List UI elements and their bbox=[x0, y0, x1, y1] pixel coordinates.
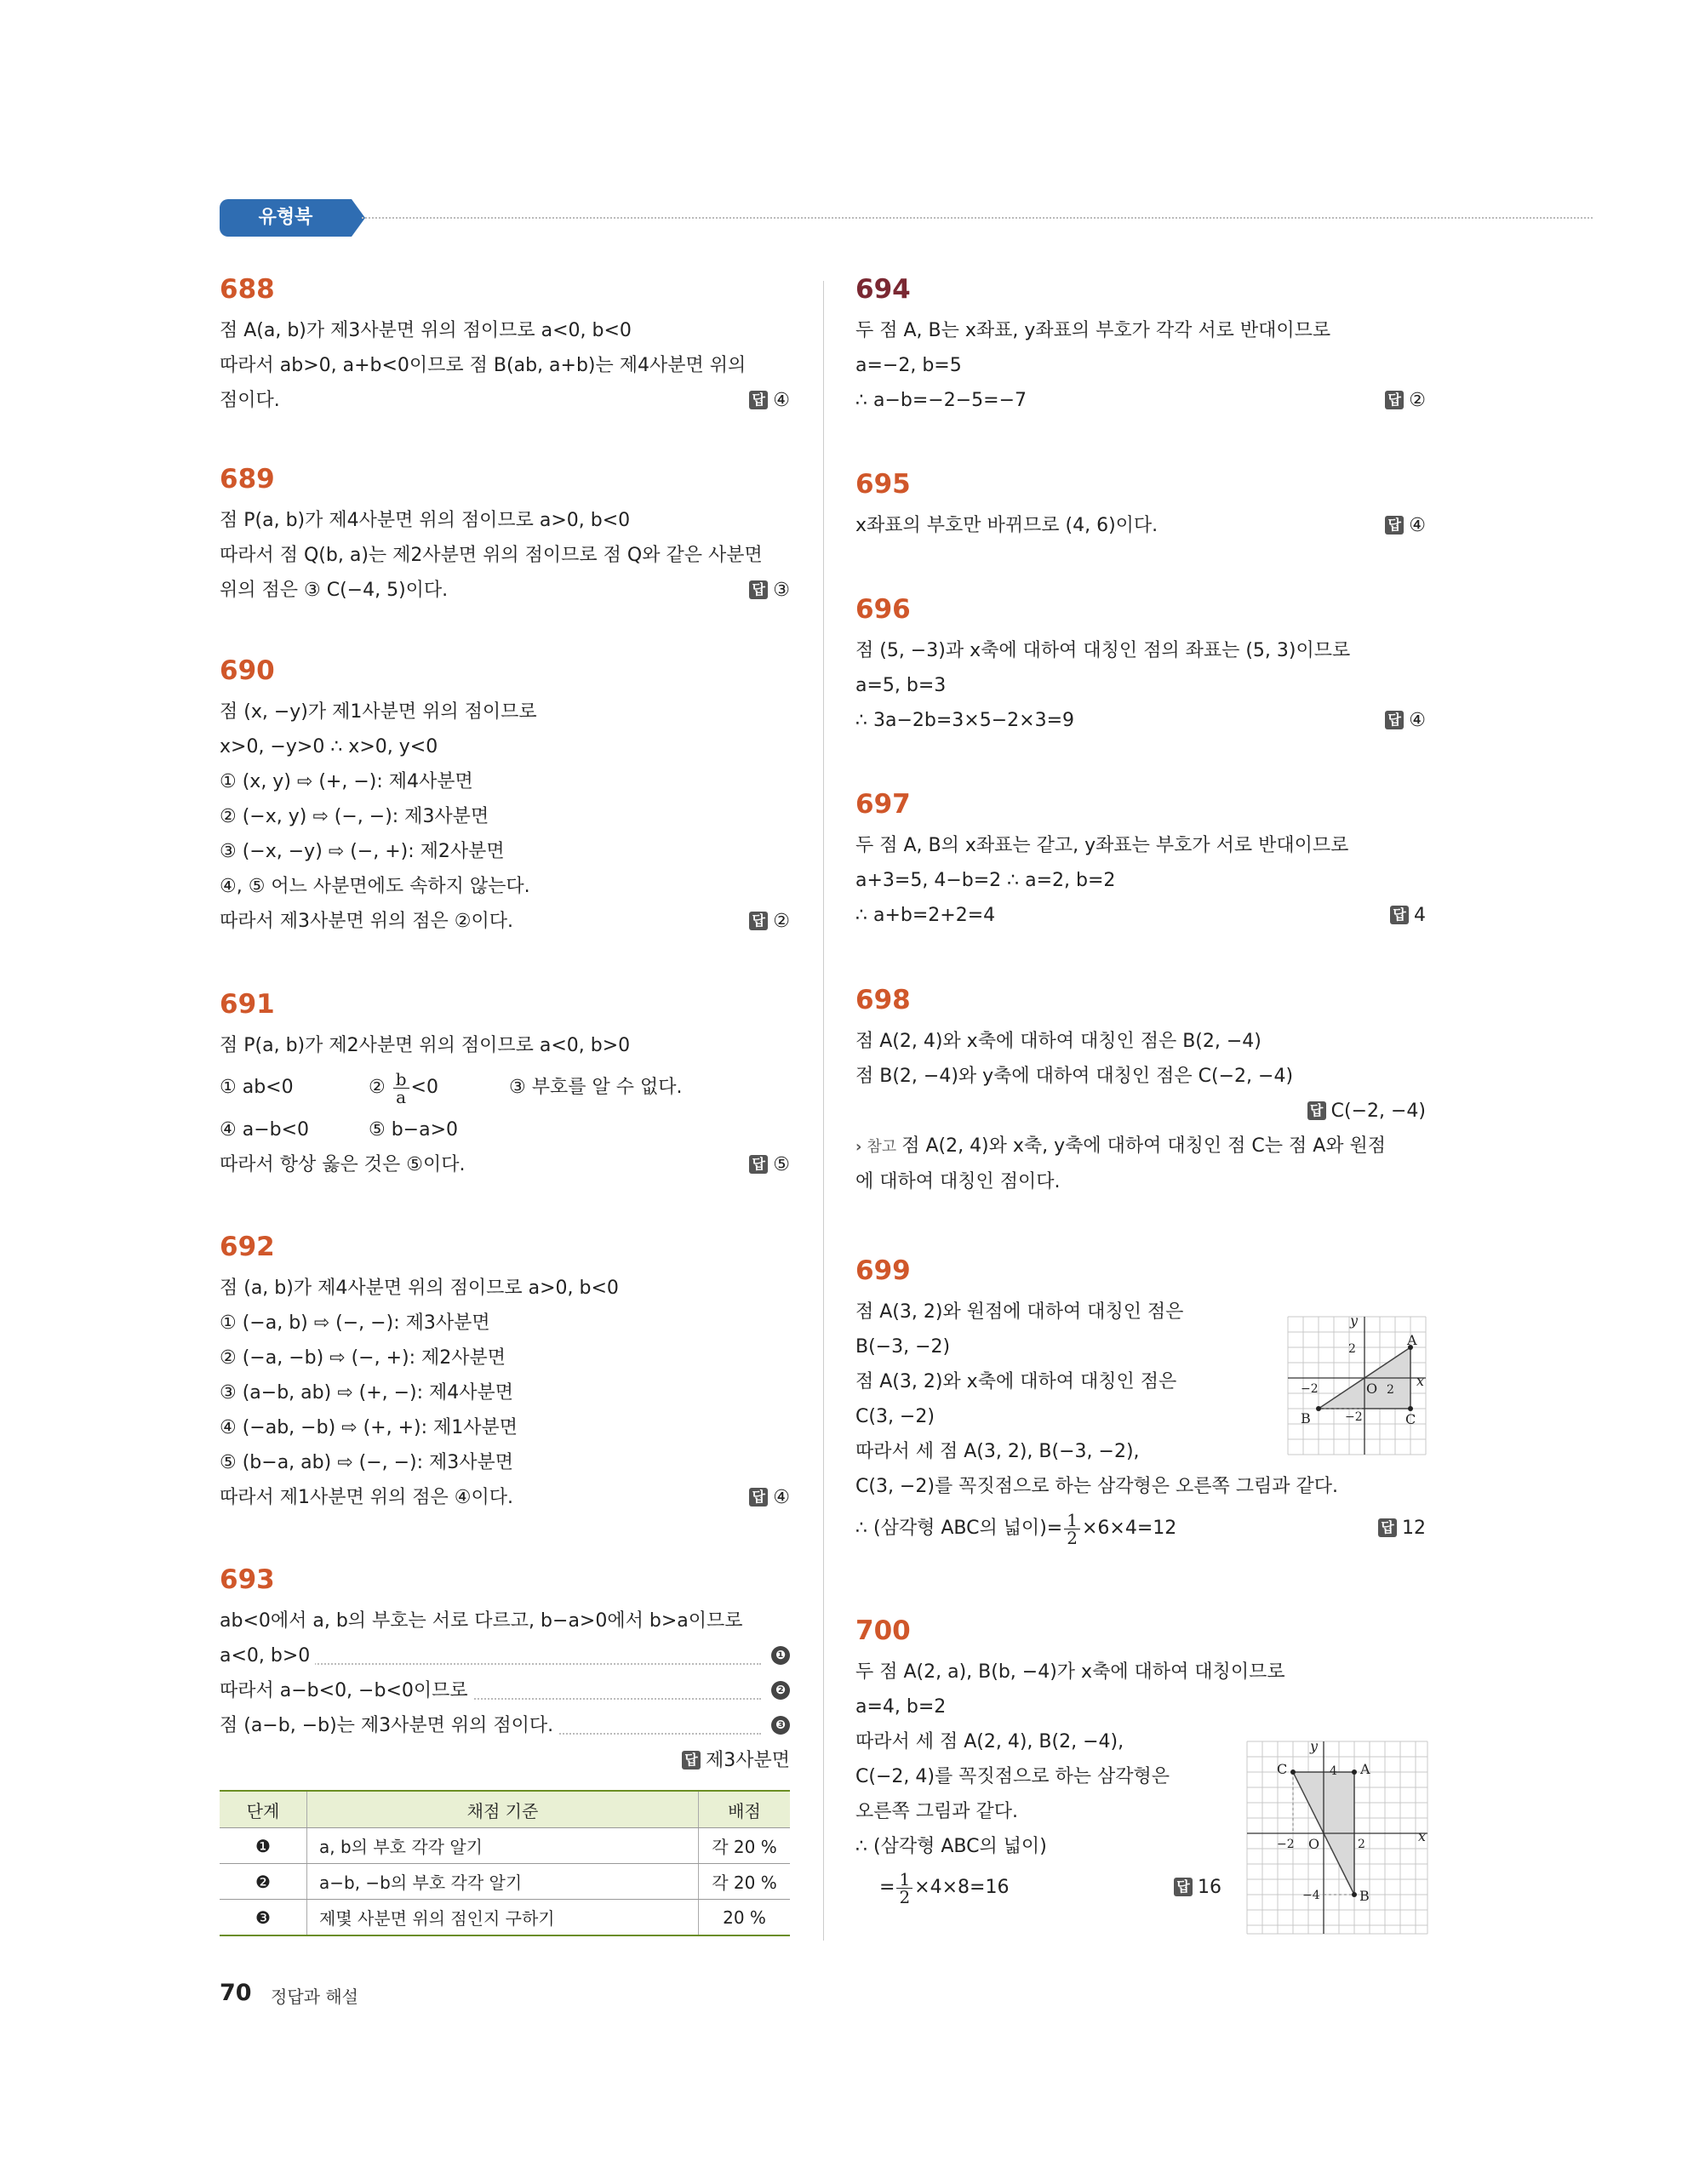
line-text: 따라서 제3사분면 위의 점은 ②이다. bbox=[220, 911, 513, 932]
problem-693 bbox=[220, 1564, 790, 1936]
answer-badge: 답 bbox=[1174, 1878, 1193, 1896]
line: C(3, −2)를 꼭짓점으로 하는 삼각형은 오른쪽 그림과 같다. bbox=[855, 1476, 1338, 1497]
line bbox=[220, 904, 790, 939]
problem-number: 700 bbox=[855, 1615, 911, 1646]
label-origin: O bbox=[1366, 1381, 1378, 1397]
table-header: 단계 bbox=[220, 1791, 307, 1828]
option-5: ⑤ b−a>0 bbox=[369, 1119, 459, 1141]
line: C(3, −2) bbox=[855, 1406, 935, 1427]
table-cell: 각 20 % bbox=[699, 1864, 791, 1900]
line: 따라서 세 점 A(3, 2), B(−3, −2), bbox=[855, 1441, 1140, 1462]
problem-689 bbox=[220, 464, 790, 608]
option-3: ③ 부호를 알 수 없다. bbox=[509, 1077, 683, 1098]
fraction bbox=[393, 1068, 409, 1107]
line-text: 따라서 제1사분면 위의 점은 ④이다. bbox=[220, 1487, 513, 1508]
problem-number: 699 bbox=[855, 1255, 911, 1286]
line: ① (x, y) ⇨ (+, −): 제4사분면 bbox=[220, 771, 473, 792]
tick-label: −2 bbox=[1277, 1838, 1295, 1851]
coordinate-figure-699 bbox=[1284, 1312, 1430, 1459]
tick-label: −2 bbox=[1301, 1382, 1319, 1396]
option-2-mark: ② bbox=[369, 1077, 386, 1098]
tick-label: 2 bbox=[1348, 1342, 1356, 1356]
step-marker: ❶ bbox=[771, 1646, 790, 1665]
line: 점 A(3, 2)와 원점에 대하여 대칭인 점은 bbox=[855, 1301, 1184, 1323]
line: 점 B(2, −4)와 y축에 대하여 대칭인 점은 C(−2, −4) bbox=[855, 1066, 1294, 1087]
line-text: 점 (a−b, −b)는 제3사분면 위의 점이다. bbox=[220, 1715, 558, 1736]
tick-label: 2 bbox=[1358, 1838, 1365, 1851]
line bbox=[220, 1147, 790, 1182]
problem-number: 692 bbox=[220, 1232, 275, 1262]
chevron-right-icon: › bbox=[855, 1138, 862, 1156]
section-tab: 유형북 bbox=[220, 199, 352, 237]
fraction-denominator: 2 bbox=[899, 1886, 911, 1907]
table-cell: a−b, −b의 부호 각각 알기 bbox=[307, 1864, 699, 1900]
line-text: ∴ (삼각형 ABC의 넓이)= bbox=[855, 1518, 1063, 1539]
problem-number: 694 bbox=[855, 274, 911, 305]
answer-badge: 답 bbox=[749, 580, 768, 599]
header-divider bbox=[362, 217, 1593, 219]
line: 오른쪽 그림과 같다. bbox=[855, 1801, 1018, 1822]
fraction bbox=[1064, 1509, 1080, 1548]
answer-value: ④ bbox=[773, 1487, 790, 1508]
line: ② (−a, −b) ⇨ (−, +): 제2사분면 bbox=[220, 1347, 506, 1369]
line: 따라서 ab>0, a+b<0이므로 점 B(ab, a+b)는 제4사분면 위의 bbox=[220, 355, 747, 376]
answer-value: ② bbox=[1409, 390, 1426, 411]
tick-label: 2 bbox=[1387, 1383, 1394, 1397]
label-b: B bbox=[1301, 1410, 1311, 1426]
line: 두 점 A, B의 x좌표는 같고, y좌표는 부호가 서로 반대이므로 bbox=[855, 835, 1349, 856]
answer-value: 제3사분면 bbox=[705, 1750, 790, 1771]
answer-badge: 답 bbox=[1307, 1101, 1326, 1120]
problem-699 bbox=[855, 1255, 1426, 1553]
answer-value: ④ bbox=[1409, 710, 1426, 731]
label-x: x bbox=[1416, 1373, 1425, 1389]
fraction-denominator: 2 bbox=[1067, 1527, 1078, 1548]
line-text: ∴ a+b=2+2=4 bbox=[855, 905, 996, 926]
problem-697 bbox=[855, 789, 1426, 933]
answer-value: ② bbox=[773, 911, 790, 932]
label-c: C bbox=[1277, 1761, 1288, 1777]
problem-number: 697 bbox=[855, 789, 911, 820]
problem-690 bbox=[220, 655, 790, 939]
answer-badge: 답 bbox=[749, 391, 768, 409]
table-row bbox=[220, 1864, 790, 1900]
line: 점 (5, −3)과 x축에 대하여 대칭인 점의 좌표는 (5, 3)이므로 bbox=[855, 640, 1351, 661]
table-header: 채점 기준 bbox=[307, 1791, 699, 1828]
line-text: ∴ a−b=−2−5=−7 bbox=[855, 390, 1027, 411]
table-row bbox=[220, 1828, 790, 1864]
line: a+3=5, 4−b=2 ∴ a=2, b=2 bbox=[855, 870, 1116, 891]
problem-688 bbox=[220, 274, 790, 418]
problem-number: 695 bbox=[855, 469, 911, 500]
answer-value: ④ bbox=[773, 390, 790, 411]
answer bbox=[1385, 508, 1426, 543]
options-row-1 bbox=[220, 1063, 790, 1112]
fraction-numerator: 1 bbox=[1064, 1512, 1080, 1529]
table-header-row bbox=[220, 1791, 790, 1828]
table-cell: ❷ bbox=[220, 1864, 307, 1900]
answer-badge: 답 bbox=[1390, 906, 1409, 924]
table-cell: 20 % bbox=[699, 1900, 791, 1936]
answer bbox=[749, 383, 790, 418]
point-b bbox=[1316, 1406, 1321, 1411]
tick-label: 4 bbox=[1330, 1764, 1337, 1778]
point-c bbox=[1290, 1769, 1296, 1775]
label-c: C bbox=[1405, 1411, 1416, 1427]
line: 점 P(a, b)가 제2사분면 위의 점이므로 a<0, b>0 bbox=[220, 1035, 631, 1056]
line bbox=[220, 573, 790, 608]
answer bbox=[749, 573, 790, 608]
answer bbox=[682, 1750, 790, 1771]
problem-700 bbox=[855, 1615, 1426, 1912]
answer bbox=[749, 1480, 790, 1515]
footer-title: 정답과 해설 bbox=[271, 1987, 358, 2007]
line bbox=[855, 898, 1426, 933]
line: 점 A(a, b)가 제3사분면 위의 점이므로 a<0, b<0 bbox=[220, 320, 632, 341]
line: 점 A(2, 4)와 x축에 대하여 대칭인 점은 B(2, −4) bbox=[855, 1031, 1262, 1052]
answer bbox=[1174, 1864, 1221, 1912]
line bbox=[855, 1864, 1221, 1912]
problem-692 bbox=[220, 1232, 790, 1515]
line: ⑤ (b−a, ab) ⇨ (−, −): 제3사분면 bbox=[220, 1452, 514, 1473]
line bbox=[855, 383, 1426, 418]
grading-table bbox=[220, 1790, 790, 1936]
problem-698 bbox=[855, 985, 1426, 1199]
problem-number: 698 bbox=[855, 985, 911, 1015]
line: 따라서 점 Q(b, a)는 제2사분면 위의 점이므로 점 Q와 같은 사분면 bbox=[220, 545, 763, 566]
answer-badge: 답 bbox=[1385, 391, 1404, 409]
label-a: A bbox=[1407, 1332, 1417, 1348]
answer-value: ④ bbox=[1409, 515, 1426, 536]
label-y: y bbox=[1310, 1738, 1319, 1754]
note-line bbox=[855, 1129, 1426, 1164]
answer-value: 12 bbox=[1402, 1518, 1426, 1539]
options-row-2 bbox=[220, 1112, 790, 1147]
line: ① (−a, b) ⇨ (−, −): 제3사분면 bbox=[220, 1312, 490, 1334]
label-x: x bbox=[1418, 1828, 1427, 1844]
line: 점 A(3, 2)와 x축에 대하여 대칭인 점은 bbox=[855, 1371, 1177, 1392]
fraction-numerator: b bbox=[393, 1071, 409, 1089]
fraction-denominator: a bbox=[396, 1086, 407, 1107]
step-line-1 bbox=[220, 1638, 790, 1673]
line: a=5, b=3 bbox=[855, 675, 947, 696]
line-text: ×4×8=16 bbox=[914, 1877, 1010, 1898]
table-cell: a, b의 부호 각각 알기 bbox=[307, 1828, 699, 1864]
note-text: 점 A(2, 4)와 x축, y축에 대하여 대칭인 점 C는 점 A와 원점 bbox=[901, 1135, 1387, 1157]
problem-number: 693 bbox=[220, 1564, 275, 1595]
line-text: = bbox=[879, 1877, 895, 1898]
answer-value: ⑤ bbox=[773, 1154, 790, 1175]
line bbox=[855, 1504, 1426, 1553]
answer-value: 16 bbox=[1198, 1877, 1221, 1898]
line-text: x좌표의 부호만 바뀌므로 (4, 6)이다. bbox=[855, 515, 1159, 536]
line: 따라서 세 점 A(2, 4), B(2, −4), bbox=[855, 1731, 1124, 1752]
problem-number: 690 bbox=[220, 655, 275, 686]
answer bbox=[1385, 383, 1426, 418]
table-row bbox=[220, 1900, 790, 1936]
line: a=4, b=2 bbox=[855, 1696, 947, 1718]
line-text: 위의 점은 ③ C(−4, 5)이다. bbox=[220, 580, 449, 601]
option-2-tail: <0 bbox=[410, 1077, 438, 1098]
answer bbox=[749, 1147, 790, 1182]
problem-694 bbox=[855, 274, 1426, 418]
note-tag: 참고 bbox=[867, 1138, 897, 1156]
line: ④, ⑤ 어느 사분면에도 속하지 않는다. bbox=[220, 876, 530, 897]
step-line-3 bbox=[220, 1708, 790, 1743]
line bbox=[220, 1480, 790, 1515]
table-cell: ❶ bbox=[220, 1828, 307, 1864]
line: ∴ (삼각형 ABC의 넓이) bbox=[855, 1836, 1047, 1857]
answer bbox=[1378, 1504, 1426, 1553]
line-text: ×6×4=12 bbox=[1081, 1518, 1177, 1539]
line: a=−2, b=5 bbox=[855, 355, 962, 376]
answer-value: 4 bbox=[1414, 905, 1426, 926]
line: ④ (−ab, −b) ⇨ (+, +): 제1사분면 bbox=[220, 1417, 518, 1438]
answer-badge: 답 bbox=[749, 1488, 768, 1507]
step-marker: ❷ bbox=[771, 1681, 790, 1700]
label-b: B bbox=[1359, 1888, 1370, 1904]
problem-number: 689 bbox=[220, 464, 275, 495]
label-y: y bbox=[1350, 1312, 1359, 1329]
line: x>0, −y>0 ∴ x>0, y<0 bbox=[220, 736, 438, 758]
option-4: ④ a−b<0 bbox=[220, 1119, 310, 1141]
step-marker: ❸ bbox=[771, 1716, 790, 1735]
answer bbox=[1385, 703, 1426, 738]
answer bbox=[1307, 1101, 1426, 1122]
column-divider bbox=[823, 281, 824, 1941]
option-1: ① ab<0 bbox=[220, 1077, 294, 1098]
fraction bbox=[896, 1868, 913, 1907]
note-line: 에 대하여 대칭인 점이다. bbox=[855, 1171, 1061, 1192]
line-text: 점이다. bbox=[220, 390, 280, 411]
problem-number: 696 bbox=[855, 594, 911, 625]
table-cell: 제몇 사분면 위의 점인지 구하기 bbox=[307, 1900, 699, 1936]
line: 점 P(a, b)가 제4사분면 위의 점이므로 a>0, b<0 bbox=[220, 510, 631, 531]
label-origin: O bbox=[1308, 1836, 1320, 1852]
problem-696 bbox=[855, 594, 1426, 738]
table-header: 배점 bbox=[699, 1791, 791, 1828]
problem-695 bbox=[855, 469, 1426, 543]
answer-value: C(−2, −4) bbox=[1330, 1101, 1426, 1122]
tick-label: −4 bbox=[1302, 1889, 1320, 1902]
line: 점 (a, b)가 제4사분면 위의 점이므로 a>0, b<0 bbox=[220, 1278, 619, 1299]
problem-691 bbox=[220, 989, 790, 1182]
answer bbox=[1390, 898, 1426, 933]
coordinate-figure-700 bbox=[1243, 1737, 1432, 1938]
line bbox=[220, 383, 790, 418]
answer-badge: 답 bbox=[1385, 711, 1404, 729]
table-cell: 각 20 % bbox=[699, 1828, 791, 1864]
option-2 bbox=[369, 1063, 438, 1112]
tick-label: −2 bbox=[1345, 1410, 1363, 1424]
answer-value: ③ bbox=[773, 580, 790, 601]
line: 점 (x, −y)가 제1사분면 위의 점이므로 bbox=[220, 701, 537, 723]
table-cell: ❸ bbox=[220, 1900, 307, 1936]
line: ③ (a−b, ab) ⇨ (+, −): 제4사분면 bbox=[220, 1382, 514, 1404]
line bbox=[855, 703, 1426, 738]
label-a: A bbox=[1360, 1761, 1370, 1777]
step-line-2 bbox=[220, 1673, 790, 1708]
answer-line bbox=[855, 1094, 1426, 1129]
line-text: 따라서 a−b<0, −b<0이므로 bbox=[220, 1680, 473, 1701]
line: 두 점 A(2, a), B(b, −4)가 x축에 대하여 대칭이므로 bbox=[855, 1661, 1285, 1683]
line: C(−2, 4)를 꼭짓점으로 하는 삼각형은 bbox=[855, 1766, 1170, 1787]
page-number: 70 bbox=[220, 1980, 252, 2006]
answer-badge: 답 bbox=[1378, 1518, 1397, 1537]
line: B(−3, −2) bbox=[855, 1336, 951, 1358]
line-text: 따라서 항상 옳은 것은 ⑤이다. bbox=[220, 1154, 466, 1175]
answer-badge: 답 bbox=[1385, 516, 1404, 535]
point-b bbox=[1352, 1892, 1357, 1897]
answer bbox=[749, 904, 790, 939]
problem-number: 691 bbox=[220, 989, 275, 1020]
problem-number: 688 bbox=[220, 274, 275, 305]
answer-badge: 답 bbox=[749, 1155, 768, 1174]
line bbox=[855, 508, 1426, 543]
fraction-numerator: 1 bbox=[896, 1871, 913, 1889]
line-text: ∴ 3a−2b=3×5−2×3=9 bbox=[855, 710, 1075, 731]
answer-badge: 답 bbox=[682, 1751, 701, 1769]
line: ③ (−x, −y) ⇨ (−, +): 제2사분면 bbox=[220, 841, 505, 862]
line: ab<0에서 a, b의 부호는 서로 다르고, b−a>0에서 b>a이므로 bbox=[220, 1610, 743, 1632]
answer-line bbox=[220, 1743, 790, 1778]
answer-badge: 답 bbox=[749, 912, 768, 930]
line: 두 점 A, B는 x좌표, y좌표의 부호가 각각 서로 반대이므로 bbox=[855, 320, 1331, 341]
line: ② (−x, y) ⇨ (−, −): 제3사분면 bbox=[220, 806, 489, 827]
line-text: a<0, b>0 bbox=[220, 1645, 315, 1667]
point-a bbox=[1352, 1769, 1357, 1775]
